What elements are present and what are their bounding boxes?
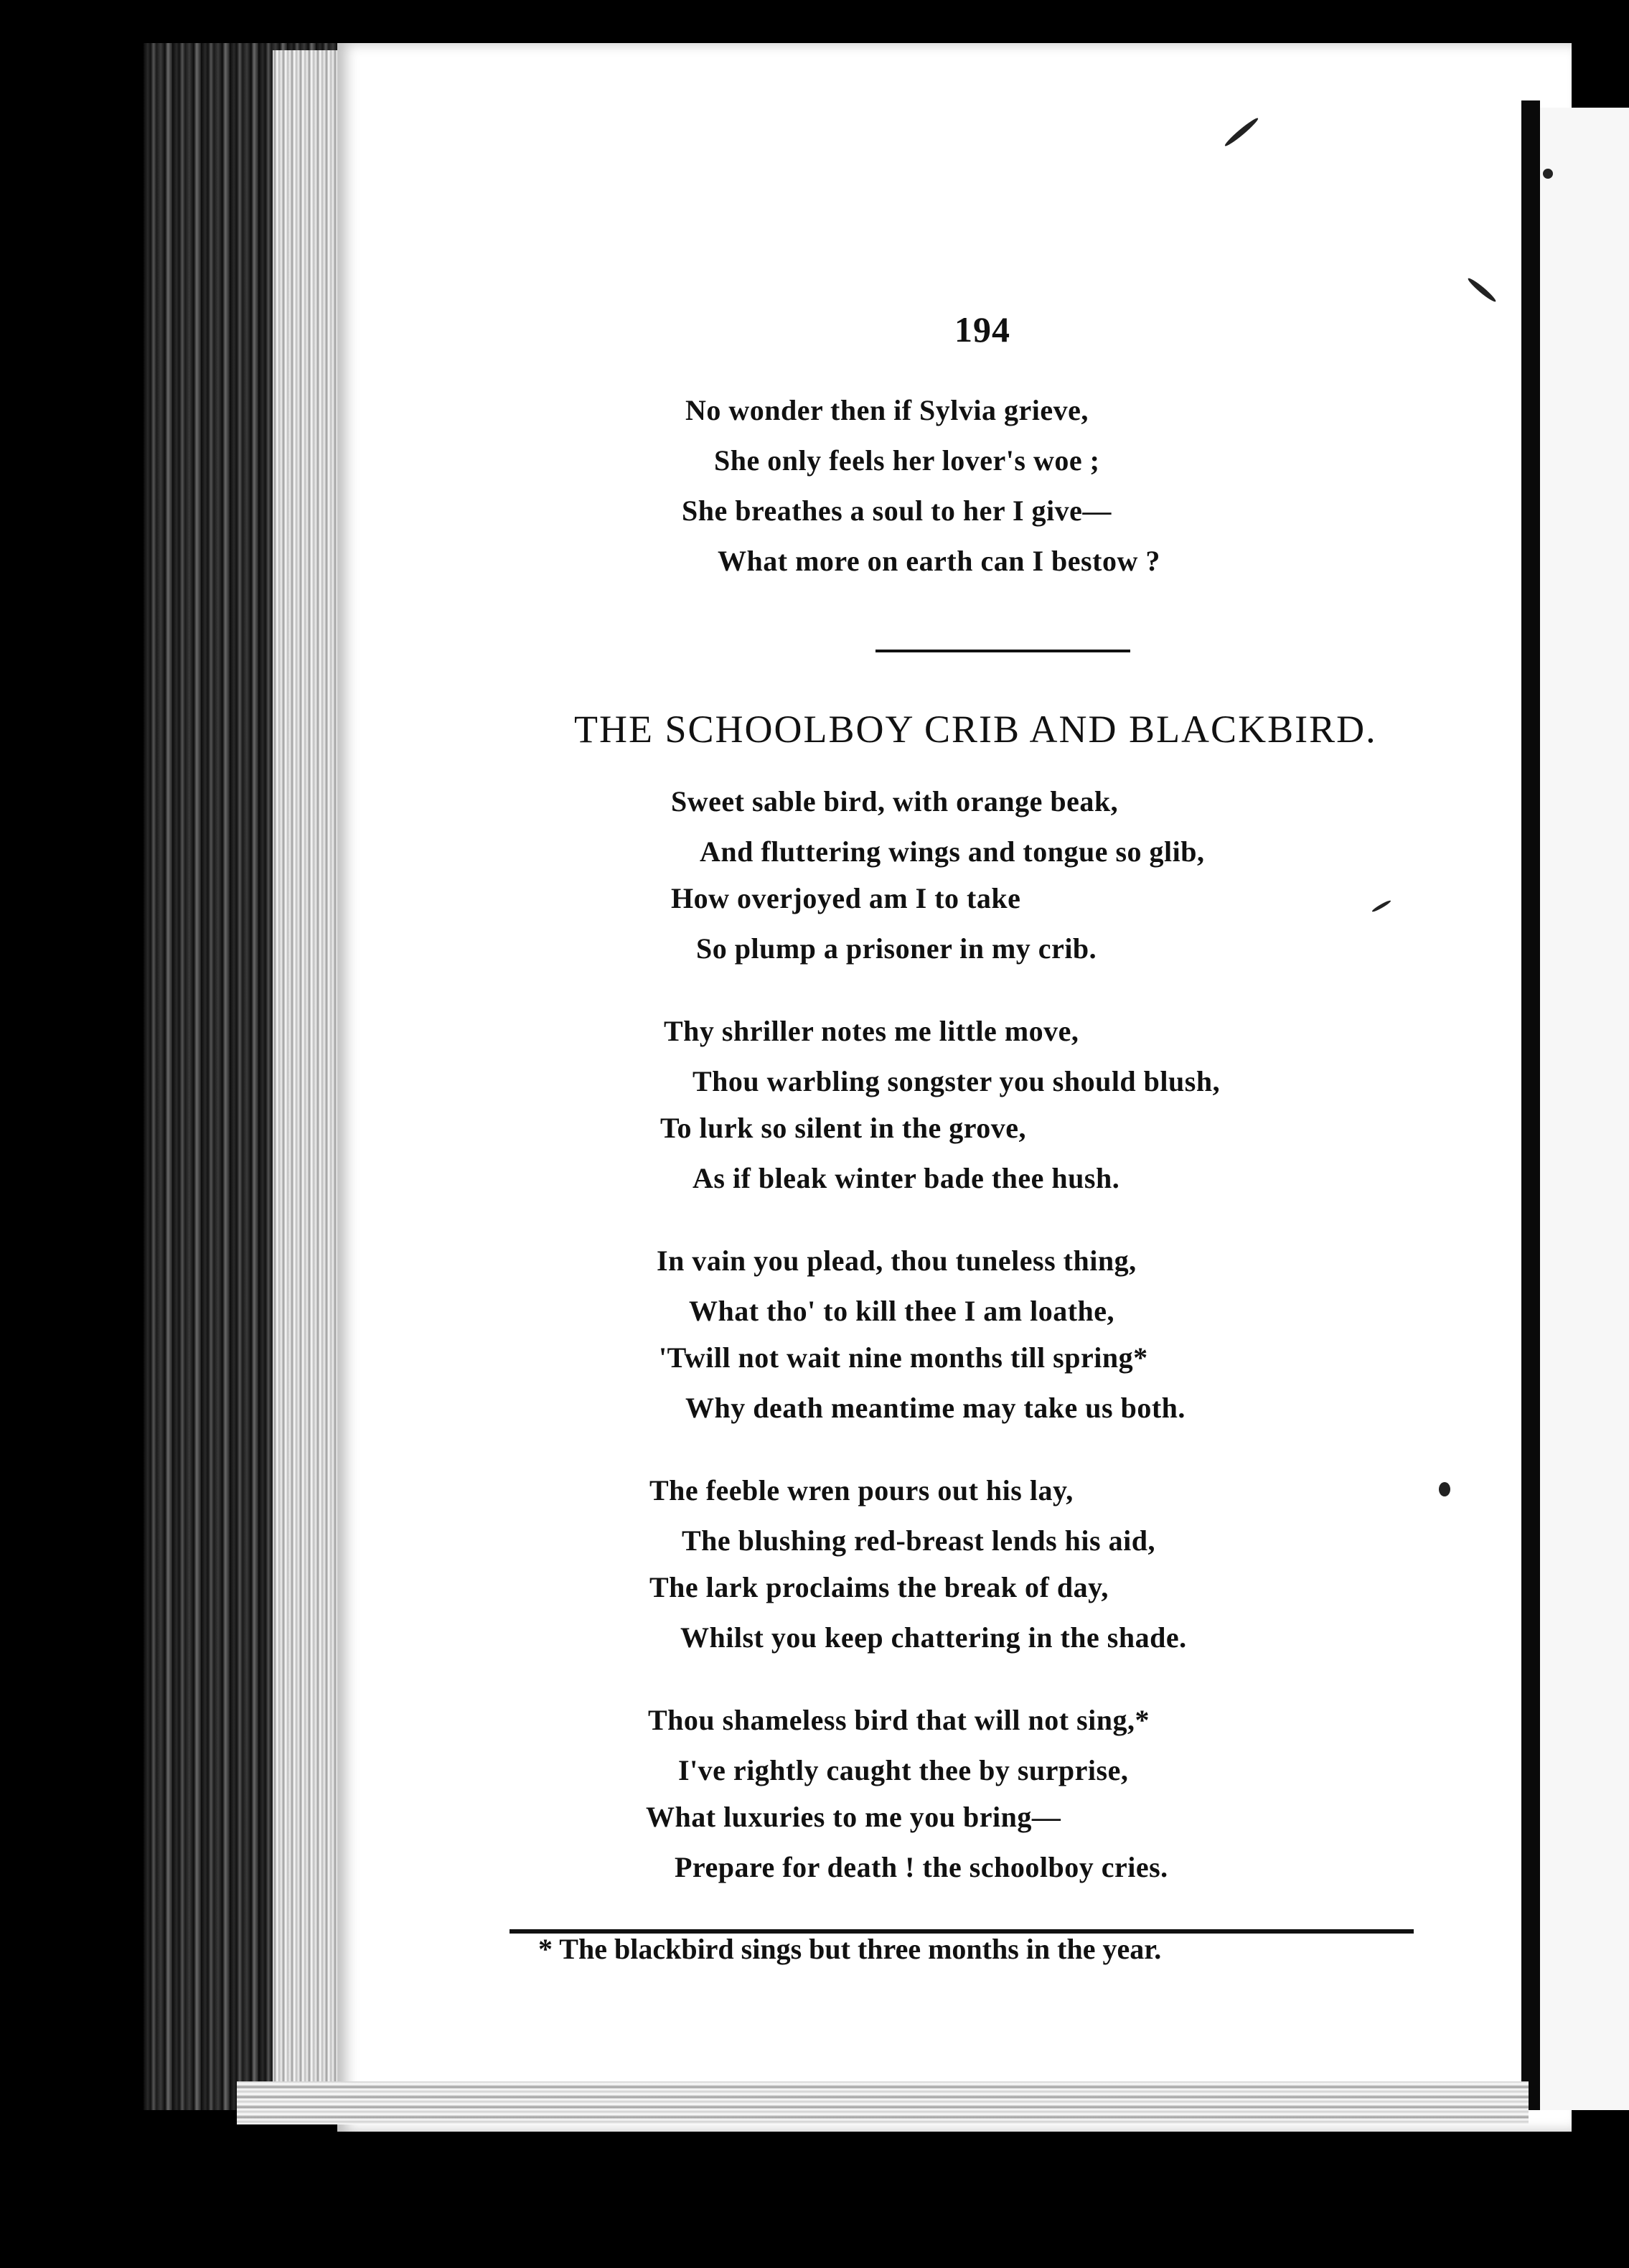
section-divider bbox=[875, 650, 1130, 652]
poem-line: Whilst you keep chattering in the shade. bbox=[680, 1621, 1187, 1654]
poem-line: 'Twill not wait nine months till spring* bbox=[659, 1341, 1148, 1374]
previous-poem-line: She only feels her lover's woe ; bbox=[714, 444, 1100, 477]
page-number: 194 bbox=[954, 309, 1010, 350]
previous-poem-line: She breathes a soul to her I give— bbox=[682, 495, 1112, 527]
poem-line: To lurk so silent in the grove, bbox=[660, 1112, 1027, 1144]
poem-line: Prepare for death ! the schoolboy cries. bbox=[675, 1851, 1168, 1883]
poem-title: THE SCHOOLBOY CRIB AND BLACKBIRD. bbox=[574, 708, 1377, 751]
poem-line: The blushing red-breast lends his aid, bbox=[682, 1524, 1155, 1557]
poem-line: The lark proclaims the break of day, bbox=[649, 1571, 1109, 1603]
poem-line: And fluttering wings and tongue so glib, bbox=[700, 835, 1205, 868]
poem-line: So plump a prisoner in my crib. bbox=[696, 932, 1097, 965]
poem-line: What tho' to kill thee I am loathe, bbox=[689, 1295, 1115, 1327]
poem-line: I've rightly caught thee by surprise, bbox=[678, 1754, 1129, 1786]
poem-line: How overjoyed am I to take bbox=[671, 882, 1021, 914]
previous-poem-line: What more on earth can I bestow ? bbox=[718, 545, 1160, 577]
poem-line: The feeble wren pours out his lay, bbox=[649, 1474, 1074, 1506]
poem-line: As if bleak winter bade thee hush. bbox=[693, 1162, 1120, 1194]
poem-line: Thy shriller notes me little move, bbox=[664, 1015, 1079, 1047]
poem-line: In vain you plead, thou tuneless thing, bbox=[657, 1245, 1137, 1277]
poem-line: Thou warbling songster you should blush, bbox=[693, 1065, 1221, 1097]
poem-line: Sweet sable bird, with orange beak, bbox=[671, 785, 1119, 817]
poem-line: Why death meantime may take us both. bbox=[685, 1392, 1186, 1424]
previous-poem-line: No wonder then if Sylvia grieve, bbox=[685, 394, 1089, 426]
poem-line: Thou shameless bird that will not sing,* bbox=[648, 1704, 1150, 1736]
poem-line: What luxuries to me you bring— bbox=[646, 1801, 1061, 1833]
footnote: * The blackbird sings but three months in the year. bbox=[538, 1933, 1162, 1965]
